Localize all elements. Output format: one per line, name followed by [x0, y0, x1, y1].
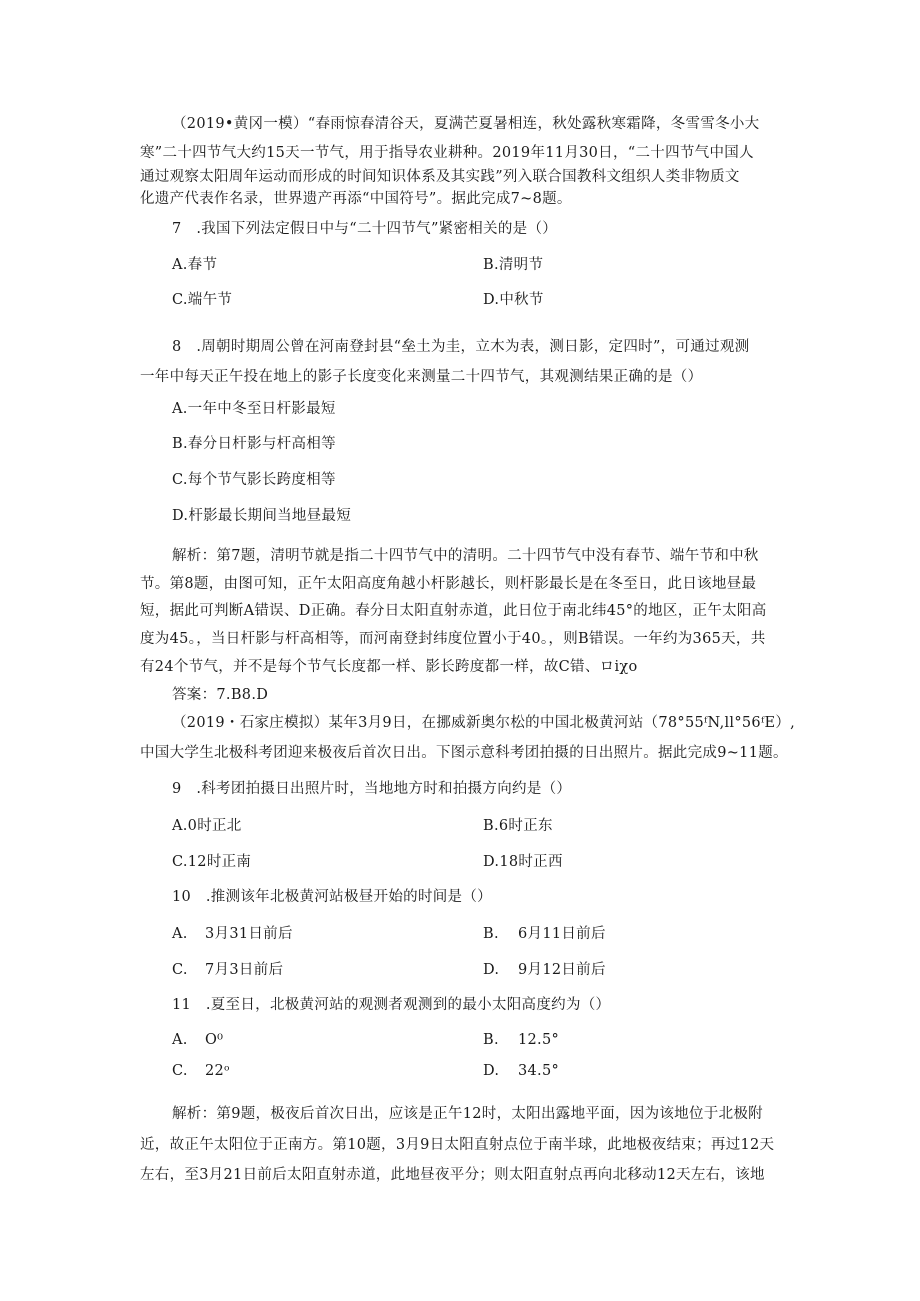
q11-option-b: 12.5°	[518, 1032, 560, 1048]
q8-option-b: B.春分日杆影与杆高相等	[172, 436, 336, 452]
q11-option-c: 22ᵒ	[205, 1063, 230, 1079]
analysis1-line-2: 节。第8题，由图可知，正午太阳高度角越小杆影越长，则杆影最长是在冬至日，此日该地昼最	[140, 576, 757, 592]
analysis1-line-1: 解析：第7题，清明节就是指二十四节气中的清明。二十四节气中没有春节、端午节和中秋	[172, 548, 759, 564]
q11-option-a: O⁰	[205, 1032, 224, 1048]
intro2-line-2: 中国大学生北极科考团迎来极夜后首次日出。下图示意科考团拍摄的日出照片。据此完成9~11题。	[140, 745, 788, 761]
q10-option-d: 9月12日前后	[518, 962, 606, 978]
q11-option-c-letter: C.	[172, 1063, 188, 1079]
intro1-line-1: （2019•黄冈一模）“春雨惊春清谷天，夏满芒夏暑相连，秋处露秋寒霜降，冬雪雪冬小大	[172, 116, 760, 132]
intro1-line-2: 寒”二十四节气大约15天一节气，用于指导农业耕种。2019年11月30日，“二十四节气中国人	[140, 145, 754, 161]
analysis1-line-3: 短，据此可判断A错误、D正确。春分日太阳直射赤道，此日位于南北纬45°的地区，正午太阳高	[140, 603, 767, 619]
q8-option-d: D.杆影最长期间当地昼最短	[172, 508, 352, 524]
q9-option-c: C.12时正南	[172, 854, 252, 870]
q8-stem-line-1: 8 .周朝时期周公曾在河南登封县“垒土为圭，立木为表，测日影，定四时”，可通过观测	[172, 339, 750, 355]
analysis2-line-2: 近，故正午太阳位于正南方。第10题，3月9日太阳直射点位于南半球，此地极夜结束；再过12天	[140, 1137, 775, 1153]
q11-option-d: 34.5°	[518, 1063, 560, 1079]
q11-option-b-letter: B.	[483, 1032, 499, 1048]
intro1-line-4: 化遗产代表作名录，世界遗产再添“中国符号”。据此完成7~8题。	[140, 191, 572, 207]
q9-option-b: B.6时正东	[483, 818, 553, 834]
q8-option-c: C.每个节气影长跨度相等	[172, 472, 336, 488]
analysis1-line-4: 度为45。，当日杆影与杆高相等，而河南登封纬度位置小于40。，则B错误。一年约为365天，共	[140, 631, 766, 647]
q8-option-a: A.一年中冬至日杆影最短	[172, 401, 336, 417]
q7-option-a: A.春节	[172, 257, 218, 273]
answer1: 答案：7.B8.D	[172, 687, 269, 703]
q9-option-a: A.0时正北	[172, 818, 242, 834]
analysis2-line-1: 解析：第9题，极夜后首次日出，应该是正午12时，太阳出露地平面，因为该地位于北极附	[172, 1106, 763, 1122]
intro2-line-1: （2019・石家庄模拟）某年3月9日，在挪威新奥尔松的中国北极黄河站（78°55ᶠN,ll°56ᶠE）,	[172, 715, 796, 731]
analysis1-line-5: 有24个节气，并不是每个节气长度都一样、影长跨度都一样，故C错、ロiχo	[140, 659, 638, 675]
q9-option-d: D.18时正西	[483, 854, 563, 870]
q10-option-c-letter: C.	[172, 962, 188, 978]
q10-stem: 10 .推测该年北极黄河站极昼开始的时间是（）	[172, 889, 492, 905]
q7-option-d: D.中秋节	[483, 292, 544, 308]
q11-option-d-letter: D.	[483, 1063, 500, 1079]
q7-option-b: B.清明节	[483, 257, 544, 273]
q7-stem: 7 .我国下列法定假日中与“二十四节气”紧密相关的是（）	[172, 221, 558, 237]
q10-option-b: 6月11日前后	[518, 926, 606, 942]
q10-option-a: 3月31日前后	[205, 926, 293, 942]
q10-option-b-letter: B.	[483, 926, 499, 942]
intro1-line-3: 通过观察太阳周年运动而形成的时间知识体系及其实践”列入联合国教科文组织人类非物质文	[140, 169, 740, 185]
analysis2-line-3: 左右，至3月21日前后太阳直射赤道，此地昼夜平分；则太阳直射点再向北移动12天左右，该地	[140, 1167, 765, 1183]
q10-option-d-letter: D.	[483, 962, 500, 978]
q11-option-a-letter: A.	[172, 1032, 188, 1048]
q7-option-c: C.端午节	[172, 292, 233, 308]
q11-stem: 11 .夏至日，北极黄河站的观测者观测到的最小太阳高度约为（）	[172, 997, 611, 1013]
q10-option-c: 7月3日前后	[205, 962, 284, 978]
q9-stem: 9 .科考团拍摄日出照片时，当地地方时和拍摄方向约是（）	[172, 781, 572, 797]
q10-option-a-letter: A.	[172, 926, 188, 942]
q8-stem-line-2: 一年中每天正午投在地上的影子长度变化来测量二十四节气，其观测结果正确的是（）	[140, 369, 703, 385]
